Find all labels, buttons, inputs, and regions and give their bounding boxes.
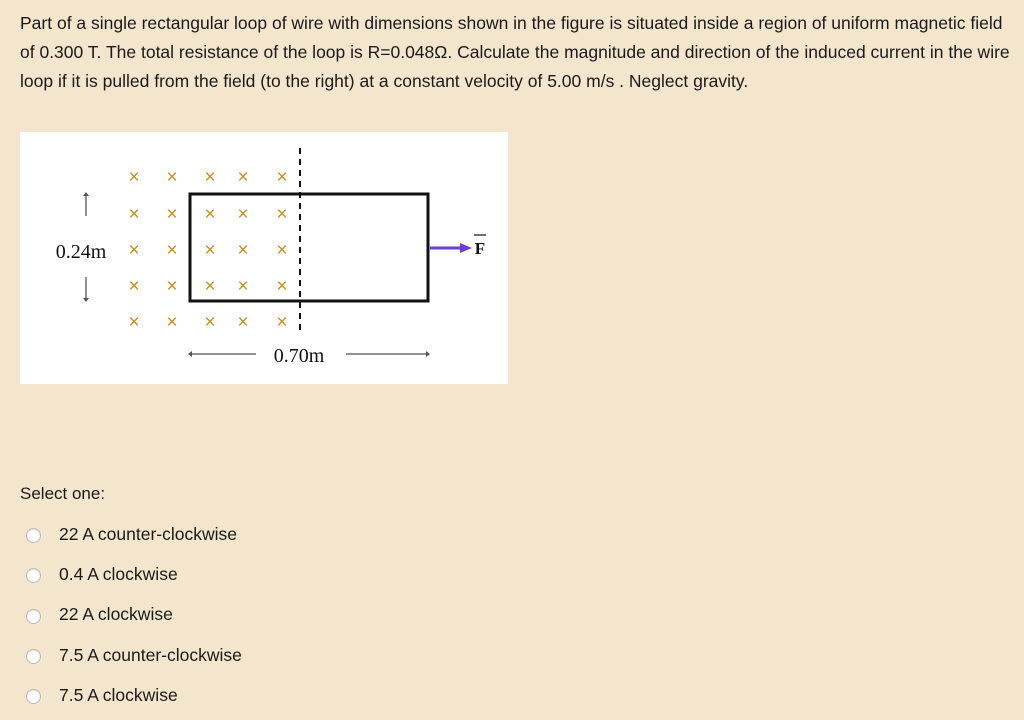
field-x-mark: × <box>237 204 249 225</box>
answer-option[interactable] <box>26 554 242 594</box>
force-label: F <box>474 239 486 258</box>
field-x-mark: × <box>204 204 216 225</box>
field-x-mark: × <box>276 240 288 261</box>
radio-button-icon[interactable] <box>26 609 41 624</box>
width-dimension <box>188 345 430 367</box>
field-x-mark: × <box>166 204 178 225</box>
answer-option[interactable] <box>26 595 242 635</box>
field-x-mark: × <box>128 167 140 188</box>
field-x-mark: × <box>128 276 140 297</box>
answer-option-label: 7.5 A clockwise <box>59 684 178 705</box>
height-dimension <box>56 192 107 302</box>
answer-option-label: 0.4 A clockwise <box>59 563 178 584</box>
radio-button-icon[interactable] <box>26 649 41 664</box>
force-arrow <box>430 235 486 258</box>
field-x-mark: × <box>204 167 216 188</box>
answer-option[interactable] <box>26 635 242 675</box>
answer-option[interactable] <box>26 514 242 554</box>
field-x-mark: × <box>276 276 288 297</box>
field-x-mark: × <box>128 240 140 261</box>
field-x-mark: × <box>237 312 249 333</box>
field-x-mark: × <box>128 312 140 333</box>
width-label: 0.70m <box>273 345 325 367</box>
answer-option-label: 7.5 A counter-clockwise <box>59 644 242 665</box>
figure-svg <box>20 132 508 384</box>
field-marks <box>128 167 287 333</box>
field-x-mark: × <box>276 167 288 188</box>
answer-options <box>26 514 242 715</box>
answer-option[interactable] <box>26 675 242 715</box>
wire-loop <box>190 194 428 301</box>
field-x-mark: × <box>237 276 249 297</box>
answer-option-label: 22 A counter-clockwise <box>59 523 238 544</box>
answer-option-label: 22 A clockwise <box>59 604 173 625</box>
field-x-mark: × <box>204 276 216 297</box>
field-x-mark: × <box>204 240 216 261</box>
field-x-mark: × <box>166 312 178 333</box>
field-x-mark: × <box>166 167 178 188</box>
field-x-mark: × <box>237 240 249 261</box>
field-x-mark: × <box>237 167 249 188</box>
field-x-mark: × <box>204 312 216 333</box>
field-x-mark: × <box>276 204 288 225</box>
radio-button-icon[interactable] <box>26 568 41 583</box>
loop-figure <box>20 132 508 384</box>
field-x-mark: × <box>276 312 288 333</box>
radio-button-icon[interactable] <box>26 689 41 704</box>
radio-button-icon[interactable] <box>26 528 41 543</box>
field-x-mark: × <box>128 204 140 225</box>
height-label: 0.24m <box>55 241 107 263</box>
field-x-mark: × <box>166 240 178 261</box>
question-text: Part of a single rectangular loop of wire with dimensions shown in the figure is situated inside a region of uniform magnetic field of 0.300 T. The total resistance of the loop is R=0.048Ω. Calculate the magnitude and direction of the induced current in the wire loop if it is pulled from the field (to the right) at a constant velocity of 5.00 m/s . Neglect gravity. <box>20 13 1010 91</box>
field-x-mark: × <box>166 276 178 297</box>
select-one-label: Select one: <box>20 484 106 503</box>
